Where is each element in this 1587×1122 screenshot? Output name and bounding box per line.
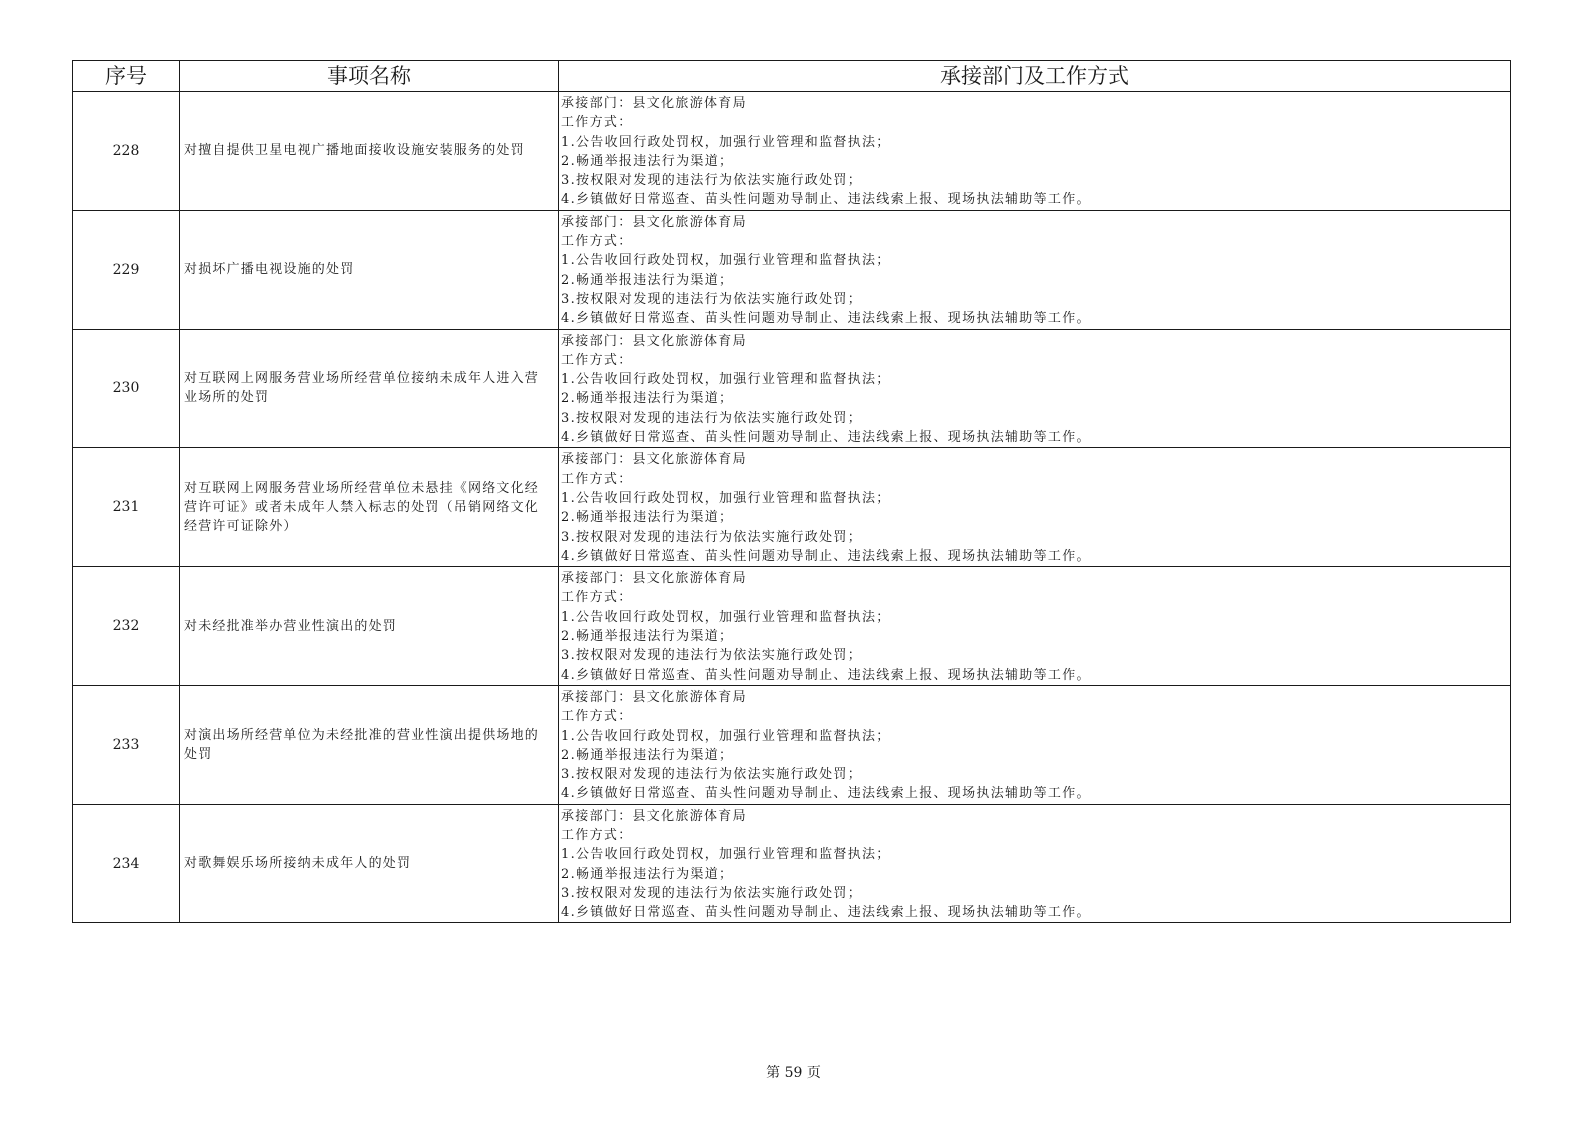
department-line: 承接部门：县文化旅游体育局 — [561, 96, 747, 111]
header-item-name: 事项名称 — [180, 61, 559, 92]
main-table-container — [72, 60, 1510, 923]
row-serial-number: 234 — [73, 804, 180, 923]
header-serial-number: 序号 — [73, 61, 180, 92]
row-item-name: 对未经批准举办营业性演出的处罚 — [180, 567, 559, 686]
table-header-row — [73, 61, 1511, 92]
method-line: 4.乡镇做好日常巡查、苗头性问题劝导制止、违法线索上报、现场执法辅助等工作。 — [561, 430, 1091, 446]
department-line: 承接部门：县文化旅游体育局 — [561, 689, 747, 705]
matters-table — [72, 60, 1511, 923]
method-line: 4.乡镇做好日常巡查、苗头性问题劝导制止、违法线索上报、现场执法辅助等工作。 — [561, 786, 1091, 802]
method-line: 4.乡镇做好日常巡查、苗头性问题劝导制止、违法线索上报、现场执法辅助等工作。 — [561, 192, 1091, 208]
row-item-name: 对擅自提供卫星电视广播地面接收设施安装服务的处罚 — [180, 92, 559, 211]
row-item-name: 对歌舞娱乐场所接纳未成年人的处罚 — [180, 804, 559, 923]
method-line: 3.按权限对发现的违法行为依法实施行政处罚； — [561, 529, 863, 545]
row-item-name: 对演出场所经营单位为未经批准的营业性演出提供场地的处罚 — [180, 685, 559, 804]
method-line: 4.乡镇做好日常巡查、苗头性问题劝导制止、违法线索上报、现场执法辅助等工作。 — [561, 311, 1091, 327]
method-line: 2.畅通举报违法行为渠道； — [561, 153, 734, 169]
row-department-method — [559, 685, 1511, 804]
row-department-method — [559, 92, 1511, 211]
row-item-name: 对互联网上网服务营业场所经营单位接纳未成年人进入营业场所的处罚 — [180, 329, 559, 448]
table-row — [73, 804, 1511, 923]
row-serial-number: 229 — [73, 210, 180, 329]
method-line: 工作方式： — [561, 590, 633, 606]
department-line: 承接部门：县文化旅游体育局 — [561, 214, 747, 230]
row-serial-number: 232 — [73, 567, 180, 686]
method-line: 2.畅通举报违法行为渠道； — [561, 866, 734, 882]
table-row — [73, 329, 1511, 448]
row-item-name: 对损坏广播电视设施的处罚 — [180, 210, 559, 329]
row-department-method — [559, 567, 1511, 686]
method-line: 3.按权限对发现的违法行为依法实施行政处罚； — [561, 648, 863, 664]
row-serial-number: 228 — [73, 92, 180, 211]
table-row — [73, 685, 1511, 804]
method-line: 4.乡镇做好日常巡查、苗头性问题劝导制止、违法线索上报、现场执法辅助等工作。 — [561, 667, 1091, 683]
method-line: 工作方式： — [561, 827, 633, 843]
method-line: 工作方式： — [561, 234, 633, 250]
department-line: 承接部门：县文化旅游体育局 — [561, 333, 747, 349]
table-body — [73, 92, 1511, 923]
row-department-method — [559, 448, 1511, 567]
method-line: 3.按权限对发现的违法行为依法实施行政处罚； — [561, 173, 863, 189]
method-line: 2.畅通举报违法行为渠道； — [561, 629, 734, 645]
row-serial-number: 231 — [73, 448, 180, 567]
method-line: 2.畅通举报违法行为渠道； — [561, 510, 734, 526]
method-line: 1.公告收回行政处罚权，加强行业管理和监督执法； — [561, 490, 891, 506]
method-line: 3.按权限对发现的违法行为依法实施行政处罚； — [561, 885, 863, 901]
page-number: 第 59 页 — [766, 1065, 821, 1081]
row-department-method — [559, 804, 1511, 923]
method-line: 1.公告收回行政处罚权，加强行业管理和监督执法； — [561, 728, 891, 744]
department-line: 承接部门：县文化旅游体育局 — [561, 452, 747, 468]
table-row — [73, 210, 1511, 329]
row-item-name: 对互联网上网服务营业场所经营单位未悬挂《网络文化经营许可证》或者未成年人禁入标志的处罚（吊销网络文化经营许可证除外） — [180, 448, 559, 567]
method-line: 1.公告收回行政处罚权，加强行业管理和监督执法； — [561, 609, 891, 625]
table-row — [73, 448, 1511, 567]
header-department-method: 承接部门及工作方式 — [559, 61, 1511, 92]
row-serial-number: 230 — [73, 329, 180, 448]
method-line: 工作方式： — [561, 471, 633, 487]
row-department-method — [559, 210, 1511, 329]
table-row — [73, 567, 1511, 686]
method-line: 3.按权限对发现的违法行为依法实施行政处罚； — [561, 767, 863, 783]
method-line: 2.畅通举报违法行为渠道； — [561, 391, 734, 407]
method-line: 工作方式： — [561, 352, 633, 368]
method-line: 3.按权限对发现的违法行为依法实施行政处罚； — [561, 410, 863, 426]
department-line: 承接部门：县文化旅游体育局 — [561, 571, 747, 587]
row-serial-number: 233 — [73, 685, 180, 804]
method-line: 3.按权限对发现的违法行为依法实施行政处罚； — [561, 291, 863, 307]
department-line: 承接部门：县文化旅游体育局 — [561, 808, 747, 824]
method-line: 1.公告收回行政处罚权，加强行业管理和监督执法； — [561, 134, 891, 150]
method-line: 4.乡镇做好日常巡查、苗头性问题劝导制止、违法线索上报、现场执法辅助等工作。 — [561, 905, 1091, 921]
method-line: 工作方式： — [561, 709, 633, 725]
method-line: 2.畅通举报违法行为渠道； — [561, 272, 734, 288]
method-line: 1.公告收回行政处罚权，加强行业管理和监督执法； — [561, 253, 891, 269]
method-line: 1.公告收回行政处罚权，加强行业管理和监督执法； — [561, 372, 891, 388]
method-line: 1.公告收回行政处罚权，加强行业管理和监督执法； — [561, 847, 891, 863]
method-line: 4.乡镇做好日常巡查、苗头性问题劝导制止、违法线索上报、现场执法辅助等工作。 — [561, 548, 1091, 564]
method-line: 2.畅通举报违法行为渠道； — [561, 747, 734, 763]
method-line: 工作方式： — [561, 115, 633, 131]
table-row — [73, 92, 1511, 211]
row-department-method — [559, 329, 1511, 448]
